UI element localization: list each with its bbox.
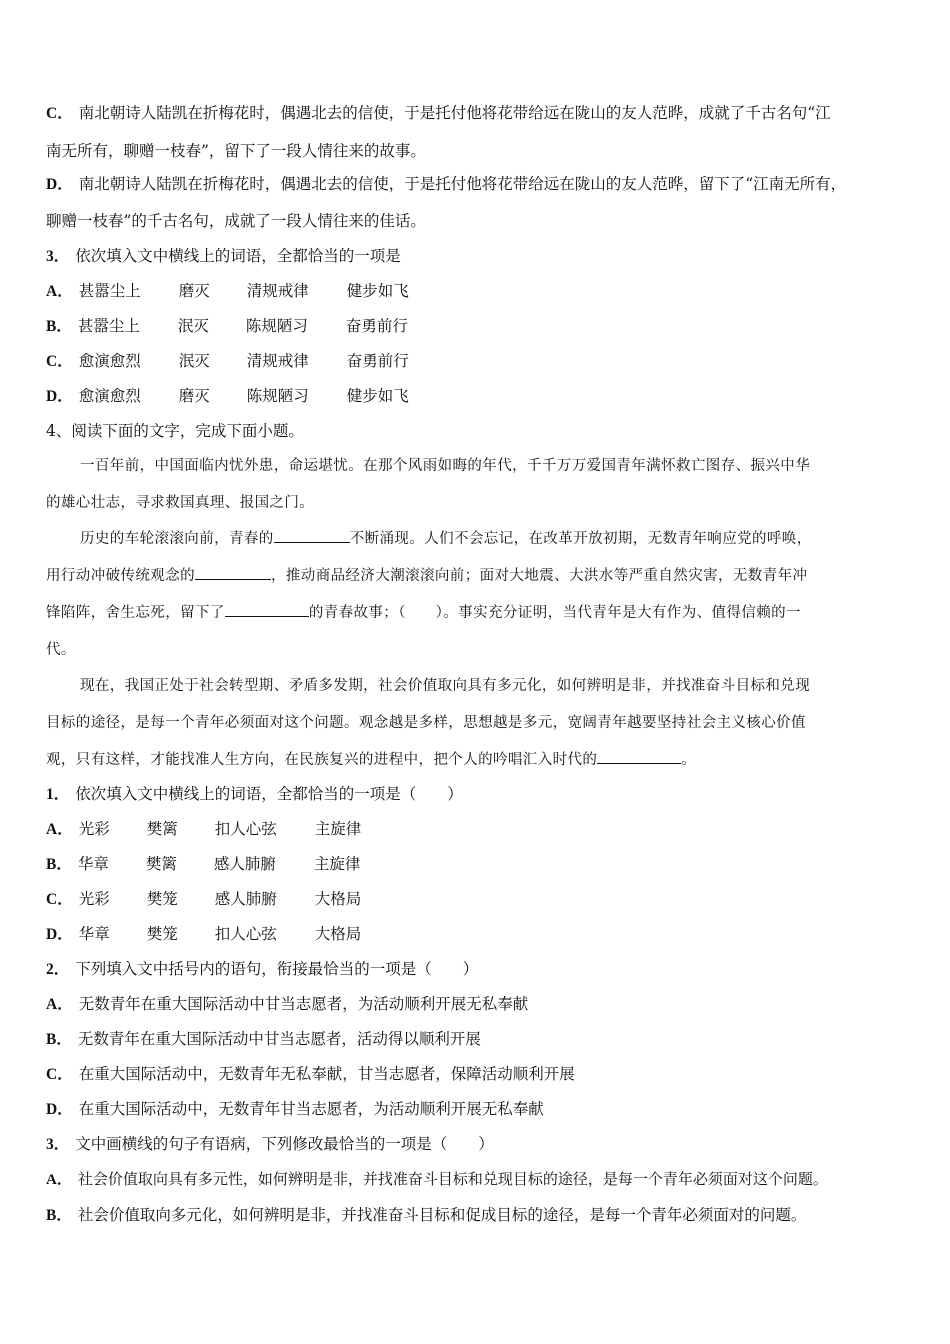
choice-row xyxy=(46,280,916,303)
fill-blank xyxy=(195,565,271,580)
choice-word: 樊篱 xyxy=(146,820,178,838)
option-d-line xyxy=(46,173,916,196)
passage-line: 的雄心壮志，寻求救国真理、报国之门。 xyxy=(46,495,315,511)
choice-row xyxy=(46,385,916,408)
passage-text: 。 xyxy=(681,752,697,768)
choice-word: 甚嚣尘上 xyxy=(78,282,141,300)
question-text: 依次填入文中横线上的词语，全都恰当的一项是（ ） xyxy=(75,785,463,803)
choice-word: 樊笼 xyxy=(146,925,178,943)
option-c-continuation: 南无所有，聊赠一枝春”，留下了一段人情往来的故事。 xyxy=(46,142,426,160)
choice-text: 社会价值取向多元化，如何辨明是非，并找准奋斗目标和促成目标的途径，是每一个青年必须面对的问题。 xyxy=(77,1206,807,1224)
passage-line xyxy=(46,565,916,587)
question-text: 依次填入文中横线上的词语，全都恰当的一项是 xyxy=(75,247,401,265)
choice-word: 华章 xyxy=(77,855,109,873)
choice-word: 磨灭 xyxy=(178,387,210,405)
choice-word: 主旋律 xyxy=(314,820,362,838)
passage-text: 不断涌现。人们不会忘记，在改革开放初期，无数青年响应党的呼唤， xyxy=(349,531,812,547)
choice-label: A． xyxy=(46,996,73,1013)
option-c-line xyxy=(46,102,916,125)
choice-word: 光彩 xyxy=(78,820,110,838)
passage-line: 现在，我国正处于社会转型期、矛盾多发期，社会价值取向具有多元化，如何辨明是非，并找准奋斗目标和兑现 xyxy=(80,678,811,694)
passage-text: ，推动商品经济大潮滚滚向前；面对大地震、大洪水等严重自然灾害，无数青年冲 xyxy=(271,568,808,584)
choice-label: B． xyxy=(46,318,72,335)
choice-word: 扣人心弦 xyxy=(214,925,277,943)
passage-line xyxy=(46,602,916,624)
choice-label: A． xyxy=(46,1172,72,1188)
choice-label: D． xyxy=(46,926,73,943)
choice-row xyxy=(46,350,916,373)
choice-row xyxy=(46,1204,916,1227)
question-text: 文中画横线的句子有语病，下列修改最恰当的一项是（ ） xyxy=(75,1135,494,1153)
choice-label: B． xyxy=(46,1207,72,1224)
option-label: D． xyxy=(46,176,73,193)
passage-line: 一百年前，中国面临内忧外患，命运堪忧。在那个风雨如晦的年代，千千万万爱国青年满怀救亡图存、振兴中华 xyxy=(80,458,811,474)
passage-text: 观，只有这样，才能找准人生方向，在民族复兴的进程中，把个人的吟唱汇入时代的 xyxy=(46,752,598,768)
choice-label: C． xyxy=(46,891,73,908)
choice-word: 樊笼 xyxy=(146,890,178,908)
choice-word: 大格局 xyxy=(314,925,362,943)
choice-label: A． xyxy=(46,821,73,838)
question-number: 2． xyxy=(46,961,70,978)
choice-word: 清规戒律 xyxy=(246,352,309,370)
choice-row xyxy=(46,1168,916,1191)
choice-row xyxy=(46,315,916,338)
choice-word: 泯灭 xyxy=(178,352,210,370)
question-stem xyxy=(46,783,916,806)
choice-word: 泯灭 xyxy=(177,317,209,335)
option-d-continuation: 聊赠一枝春”的千古名句，成就了一段人情往来的佳话。 xyxy=(46,212,426,230)
choice-word: 甚嚣尘上 xyxy=(77,317,140,335)
fill-blank xyxy=(225,602,309,617)
choice-word: 愈演愈烈 xyxy=(78,387,141,405)
passage-line: 目标的途径，是每一个青年必须面对这个问题。观念越是多样，思想越是多元，宽阔青年越要坚持社会主义核心价值 xyxy=(46,715,806,731)
choice-row xyxy=(46,1063,916,1086)
choice-text: 社会价值取向具有多元性，如何辨明是非，并找准奋斗目标和兑现目标的途径，是每一个青年必须面对这个问题。 xyxy=(77,1170,828,1188)
choice-text: 在重大国际活动中，无数青年甘当志愿者，为活动顺利开展无私奉献 xyxy=(78,1100,544,1118)
question-number: 3． xyxy=(46,1136,70,1153)
choice-word: 清规戒律 xyxy=(246,282,309,300)
choice-row xyxy=(46,923,916,946)
choice-word: 健步如飞 xyxy=(346,387,409,405)
fill-blank xyxy=(274,528,350,543)
choice-word: 主旋律 xyxy=(313,855,361,873)
passage-line: 代。 xyxy=(46,642,76,658)
choice-row xyxy=(46,1028,916,1051)
passage-text: 的青春故事；（ ）。事实充分证明，当代青年是大有作为、值得信赖的一 xyxy=(308,605,801,621)
question-number: 1． xyxy=(46,786,70,803)
choice-word: 磨灭 xyxy=(178,282,210,300)
choice-word: 扣人心弦 xyxy=(214,820,277,838)
question-stem xyxy=(46,245,916,268)
question-text: 下列填入文中括号内的语句，衔接最恰当的一项是（ ） xyxy=(75,960,479,978)
choice-row xyxy=(46,853,916,876)
question-stem xyxy=(46,958,916,981)
choice-word: 大格局 xyxy=(314,890,362,908)
fill-blank xyxy=(597,749,681,764)
choice-label: B． xyxy=(46,856,72,873)
choice-row xyxy=(46,1098,916,1121)
choice-word: 感人肺腑 xyxy=(213,855,276,873)
choice-word: 愈演愈烈 xyxy=(78,352,141,370)
passage-text: 用行动冲破传统观念的 xyxy=(46,568,195,584)
choice-row xyxy=(46,993,916,1016)
choice-label: C． xyxy=(46,1066,73,1083)
choice-label: D． xyxy=(46,388,73,405)
question-number: 3． xyxy=(46,248,70,265)
option-text: 南北朝诗人陆凯在折梅花时，偶遇北去的信使，于是托付他将花带给远在陇山的友人范晔，成就了千古名句“江 xyxy=(78,104,831,122)
choice-word: 奋勇前行 xyxy=(345,317,408,335)
passage-line xyxy=(80,528,910,550)
choice-text: 在重大国际活动中，无数青年无私奉献，甘当志愿者，保障活动顺利开展 xyxy=(78,1065,575,1083)
choice-row xyxy=(46,888,916,911)
section-heading: 4、阅读下面的文字，完成下面小题。 xyxy=(46,422,304,440)
choice-word: 樊篱 xyxy=(145,855,177,873)
choice-word: 健步如飞 xyxy=(346,282,409,300)
choice-word: 陈规陋习 xyxy=(245,317,308,335)
choice-word: 光彩 xyxy=(78,890,110,908)
passage-text: 历史的车轮滚滚向前，青春的 xyxy=(80,531,274,547)
choice-label: D． xyxy=(46,1101,73,1118)
option-label: C． xyxy=(46,105,73,122)
choice-label: B． xyxy=(46,1031,72,1048)
choice-word: 陈规陋习 xyxy=(246,387,309,405)
choice-row xyxy=(46,818,916,841)
choice-label: C． xyxy=(46,353,73,370)
choice-word: 感人肺腑 xyxy=(214,890,277,908)
choice-text: 无数青年在重大国际活动中甘当志愿者，为活动顺利开展无私奉献 xyxy=(78,995,529,1013)
passage-line xyxy=(46,749,916,771)
choice-word: 奋勇前行 xyxy=(346,352,409,370)
choice-label: A． xyxy=(46,283,73,300)
passage-text: 锋陷阵，舍生忘死，留下了 xyxy=(46,605,225,621)
choice-word: 华章 xyxy=(78,925,110,943)
choice-text: 无数青年在重大国际活动中甘当志愿者，活动得以顺利开展 xyxy=(77,1030,481,1048)
option-text: 南北朝诗人陆凯在折梅花时，偶遇北去的信使，于是托付他将花带给远在陇山的友人范晔，留下了“江南无所有， xyxy=(78,175,847,193)
question-stem xyxy=(46,1133,916,1156)
